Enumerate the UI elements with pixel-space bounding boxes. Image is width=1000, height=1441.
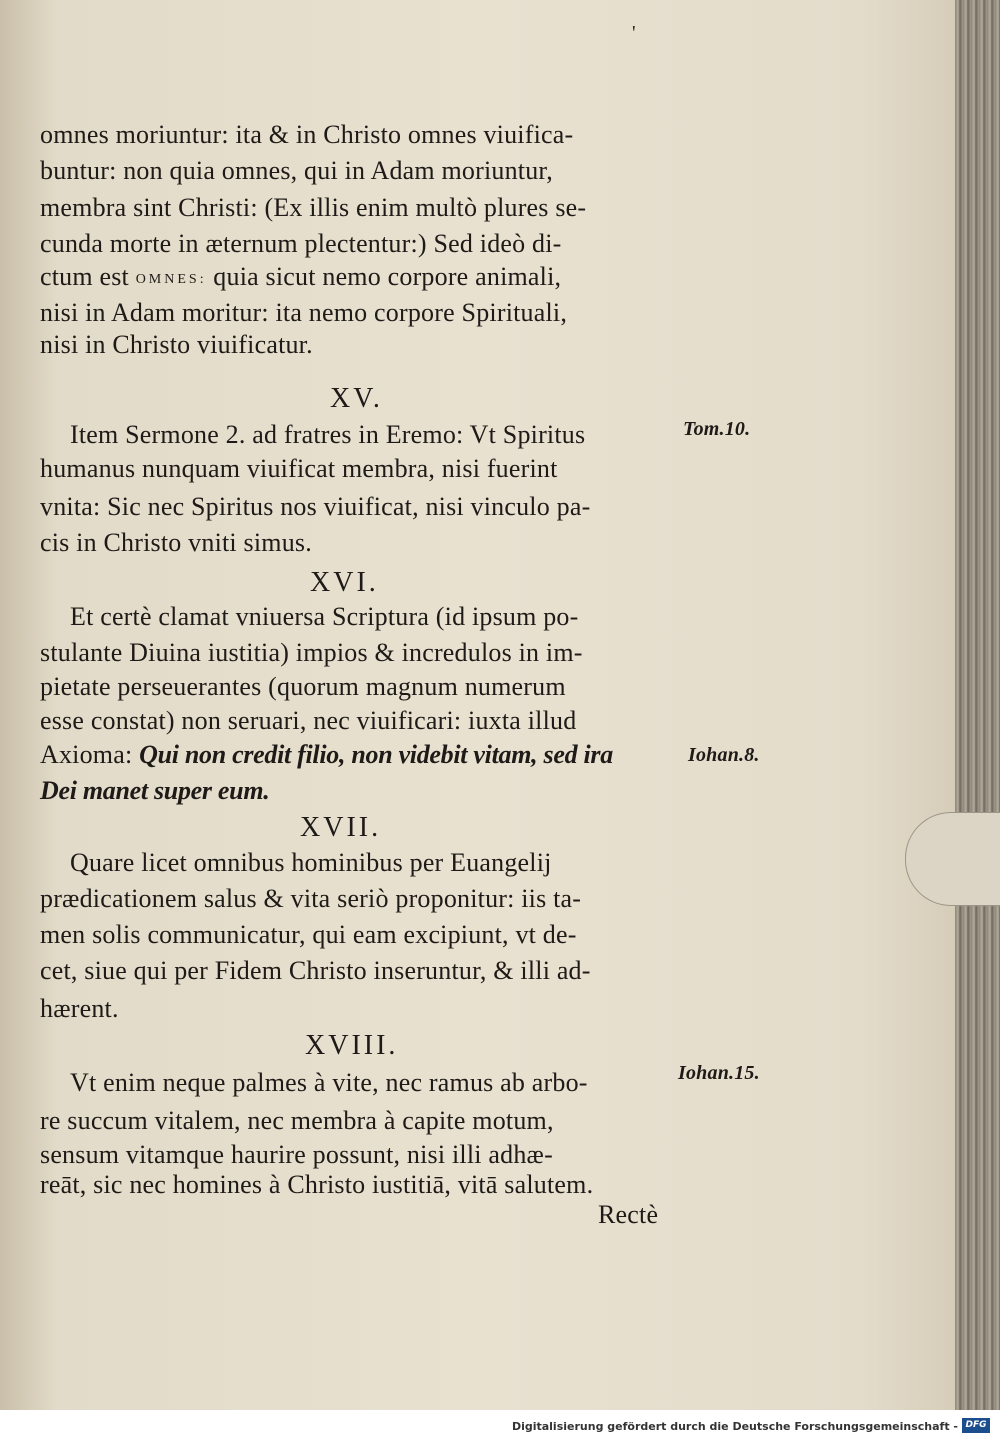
text-line: reāt, sic nec homines à Christo iustitiā, vitā salutem.	[40, 1170, 594, 1199]
dfg-logo[interactable]: DFG	[962, 1418, 990, 1433]
text-line: buntur: non quia omnes, qui in Adam moriuntur,	[40, 156, 553, 185]
text-line: nisi in Adam moritur: ita nemo corpore Spirituali,	[40, 298, 568, 327]
section-heading: XVII.	[300, 812, 382, 843]
book-clasp	[905, 812, 1000, 906]
text-line: hærent.	[40, 994, 119, 1023]
text-line: vnita: Sic nec Spiritus nos viuificat, nisi vinculo pa-	[40, 492, 591, 521]
text-line: cis in Christo vniti simus.	[40, 528, 312, 557]
text-line: re succum vitalem, nec membra à capite motum,	[40, 1106, 554, 1135]
section-heading: XV.	[330, 383, 383, 414]
text-line: cunda morte in æternum plectentur:) Sed ideò di-	[40, 229, 562, 258]
marginal-note: Iohan.15.	[678, 1062, 760, 1084]
text-line: omnes moriuntur: ita & in Christo omnes viuifica-	[40, 120, 574, 149]
text-fragment: Axioma:	[40, 740, 133, 769]
marginal-note: Iohan.8.	[688, 744, 760, 766]
section-heading: XVIII.	[305, 1030, 399, 1061]
text-fragment: quia sicut nemo corpore animali,	[213, 262, 562, 291]
text-fragment: ctum est	[40, 262, 129, 291]
text-line: nisi in Christo viuificatur.	[40, 330, 313, 359]
text-line: Item Sermone 2. ad fratres in Eremo: Vt Spiritus	[70, 420, 586, 449]
text-line: sensum vitamque haurire possunt, nisi illi adhæ-	[40, 1140, 553, 1169]
page-edges	[955, 0, 1000, 1410]
scripture-quote: Dei manet super eum.	[40, 776, 270, 805]
small-caps-word: OMNES:	[135, 272, 207, 287]
text-line	[40, 262, 561, 292]
text-line: esse constat) non seruari, nec viuificari: iuxta illud	[40, 706, 577, 735]
text-line	[40, 740, 613, 770]
text-line: humanus nunquam viuificat membra, nisi fuerint	[40, 454, 558, 483]
text-line: pietate perseuerantes (quorum magnum numerum	[40, 672, 566, 701]
text-line: Quare licet omnibus hominibus per Euangelij	[70, 848, 552, 877]
text-line: membra sint Christi: (Ex illis enim multò plures se-	[40, 193, 587, 222]
section-heading: XVI.	[310, 567, 379, 598]
marginal-note: Tom.10.	[683, 418, 751, 440]
text-line: stulante Diuina iustitia) impios & incredulos in im-	[40, 638, 583, 667]
text-line: men solis communicatur, qui eam excipiunt, vt de-	[40, 920, 577, 949]
footer-bar	[0, 1410, 1000, 1441]
footer-credit: Digitalisierung gefördert durch die Deutsche Forschungsgemeinschaft -	[511, 1420, 958, 1433]
text-line: prædicationem salus & vita seriò proponitur: iis ta-	[40, 884, 582, 913]
text-line: Et certè clamat vniuersa Scriptura (id ipsum po-	[70, 602, 579, 631]
text-line: cet, siue qui per Fidem Christo inseruntur, & illi ad-	[40, 956, 591, 985]
catchword: Rectè	[598, 1200, 659, 1229]
page-mark: '	[632, 22, 636, 44]
scripture-quote: Qui non credit filio, non videbit vitam, sed ira	[139, 740, 613, 769]
text-line: Vt enim neque palmes à vite, nec ramus ab arbo-	[70, 1068, 588, 1097]
